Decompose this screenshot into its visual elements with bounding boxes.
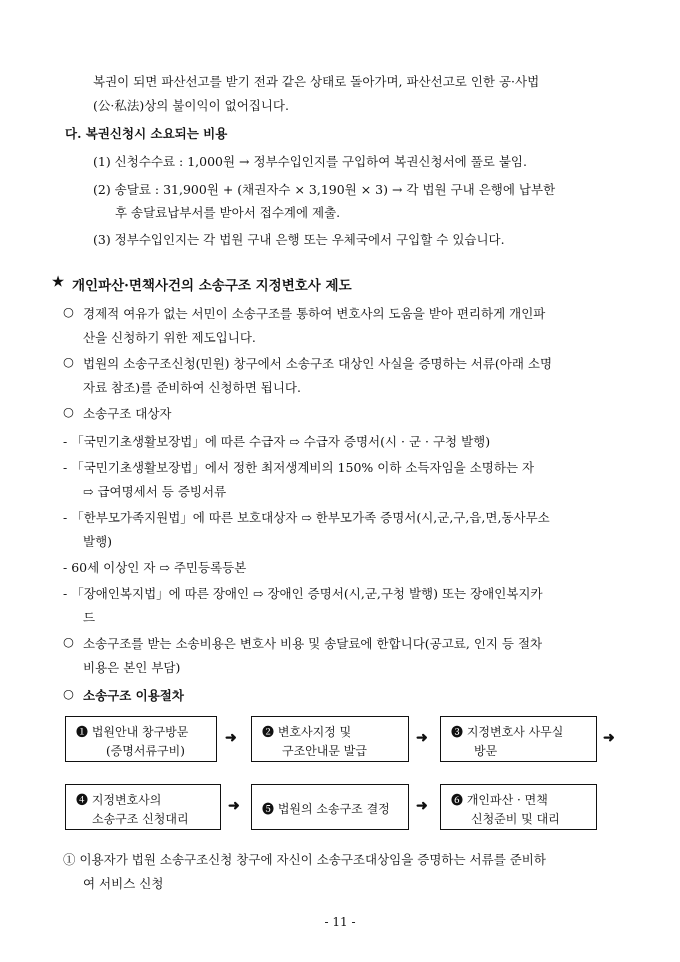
- bullet-4-line-1: 소송구조를 받는 소송비용은 변호사 비용 및 송달료에 한합니다(공고료, 인지 등 절차: [83, 636, 543, 651]
- flow-step-2-line-2: 구조안내문 발급: [282, 744, 367, 758]
- eligibility-2-line-2: ⇨ 급여명세서 등 증빙서류: [83, 484, 227, 499]
- note-line-1: ① 이용자가 법원 소송구조신청 창구에 자신이 소송구조대상임을 증명하는 서류를 준비하: [63, 852, 546, 867]
- flow-step-6-line-1: ❻ 개인파산 · 면책: [451, 793, 548, 807]
- cost-item-2-cont: 후 송달료납부서를 받아서 접수계에 제출.: [115, 205, 341, 220]
- flow-step-1-line-1: ❶ 법원안내 창구방문: [76, 725, 189, 739]
- flow-step-3-line-2: 방문: [474, 744, 498, 758]
- bullet-icon: ○: [63, 686, 74, 701]
- eligibility-1: - 「국민기초생활보장법」에 따른 수급자 ⇨ 수급자 증명서(시 · 군 · 구청 발행): [63, 434, 491, 449]
- flow-step-2-line-1: ❷ 변호사지정 및: [262, 725, 352, 739]
- flow-step-2: [251, 716, 409, 762]
- note-line-2: 여 서비스 신청: [83, 876, 164, 891]
- flow-step-6-line-2: 신청준비 및 대리: [471, 812, 560, 826]
- procedure-heading: 소송구조 이용절차: [83, 688, 184, 703]
- section-title: 개인파산·면책사건의 소송구조 지정변호사 제도: [72, 278, 352, 294]
- bullet-icon: ○: [63, 634, 74, 649]
- eligibility-5-line-2: 드: [83, 610, 96, 625]
- flow-step-4-line-2: 소송구조 신청대리: [92, 812, 189, 826]
- cost-item-1: (1) 신청수수료 : 1,000원 → 정부수입인지를 구입하여 복권신청서에 풀로 붙임.: [93, 154, 527, 169]
- intro-line-2: (公·私法)상의 불이익이 없어집니다.: [93, 98, 289, 113]
- bullet-icon: ○: [63, 304, 74, 319]
- intro-line-1: 복권이 되면 파산선고를 받기 전과 같은 상태로 돌아가며, 파산선고로 인한 공·사법: [93, 74, 540, 89]
- bullet-4-line-2: 비용은 본인 부담): [83, 660, 181, 675]
- flow-step-6: [440, 784, 597, 830]
- bullet-2-line-2: 자료 참조)를 준비하여 신청하면 됩니다.: [83, 380, 301, 395]
- flow-step-1-line-2: (증명서류구비): [106, 744, 185, 758]
- bullet-icon: ○: [63, 404, 74, 419]
- section-da-heading: 다. 복권신청시 소요되는 비용: [65, 126, 228, 141]
- flow-arrow-icon: ➜: [603, 730, 615, 746]
- flow-step-4: [65, 784, 221, 830]
- flow-step-5: [251, 784, 409, 830]
- eligibility-2-line-1: - 「국민기초생활보장법」에서 정한 최저생계비의 150% 이하 소득자임을 소명하는 자: [63, 460, 535, 475]
- flow-step-5-line-1: ❺ 법원의 소송구조 결정: [262, 802, 390, 816]
- flow-arrow-icon: ➜: [416, 730, 428, 746]
- flow-step-4-line-1: ❹ 지정변호사의: [76, 793, 162, 807]
- eligibility-5-line-1: - 「장애인복지법」에 따른 장애인 ⇨ 장애인 증명서(시,군,구청 발행) 또는 장애인복지카: [63, 586, 543, 601]
- bullet-1-line-2: 산을 신청하기 위한 제도입니다.: [83, 330, 256, 345]
- flow-arrow-icon: ➜: [228, 798, 240, 814]
- cost-item-3: (3) 정부수입인지는 각 법원 구내 은행 또는 우체국에서 구입할 수 있습니다.: [93, 232, 505, 247]
- flow-arrow-icon: ➜: [416, 798, 428, 814]
- eligibility-4: - 60세 이상인 자 ⇨ 주민등록등본: [63, 560, 247, 575]
- flow-arrow-icon: ➜: [225, 730, 237, 746]
- bullet-3: 소송구조 대상자: [83, 406, 172, 421]
- flow-step-1: [65, 716, 217, 762]
- eligibility-3-line-1: - 「한부모가족지원법」에 따른 보호대상자 ⇨ 한부모가족 증명서(시,군,구,읍,면,동사무소: [63, 510, 550, 525]
- bullet-2-line-1: 법원의 소송구조신청(민원) 창구에서 소송구조 대상인 사실을 증명하는 서류(아래 소명: [83, 356, 553, 371]
- flow-step-3: [440, 716, 597, 762]
- bullet-icon: ○: [63, 354, 74, 369]
- page-number: - 11 -: [324, 915, 356, 929]
- cost-item-2: (2) 송달료 : 31,900원 + (채권자수 × 3,190원 × 3) → 각 법원 구내 은행에 납부한: [93, 182, 556, 197]
- star-icon: ★: [52, 274, 65, 290]
- bullet-1-line-1: 경제적 여유가 없는 서민이 소송구조를 통하여 변호사의 도움을 받아 편리하게 개인파: [83, 306, 546, 321]
- flow-step-3-line-1: ❸ 지정변호사 사무실: [451, 725, 564, 739]
- eligibility-3-line-2: 발행): [83, 534, 113, 549]
